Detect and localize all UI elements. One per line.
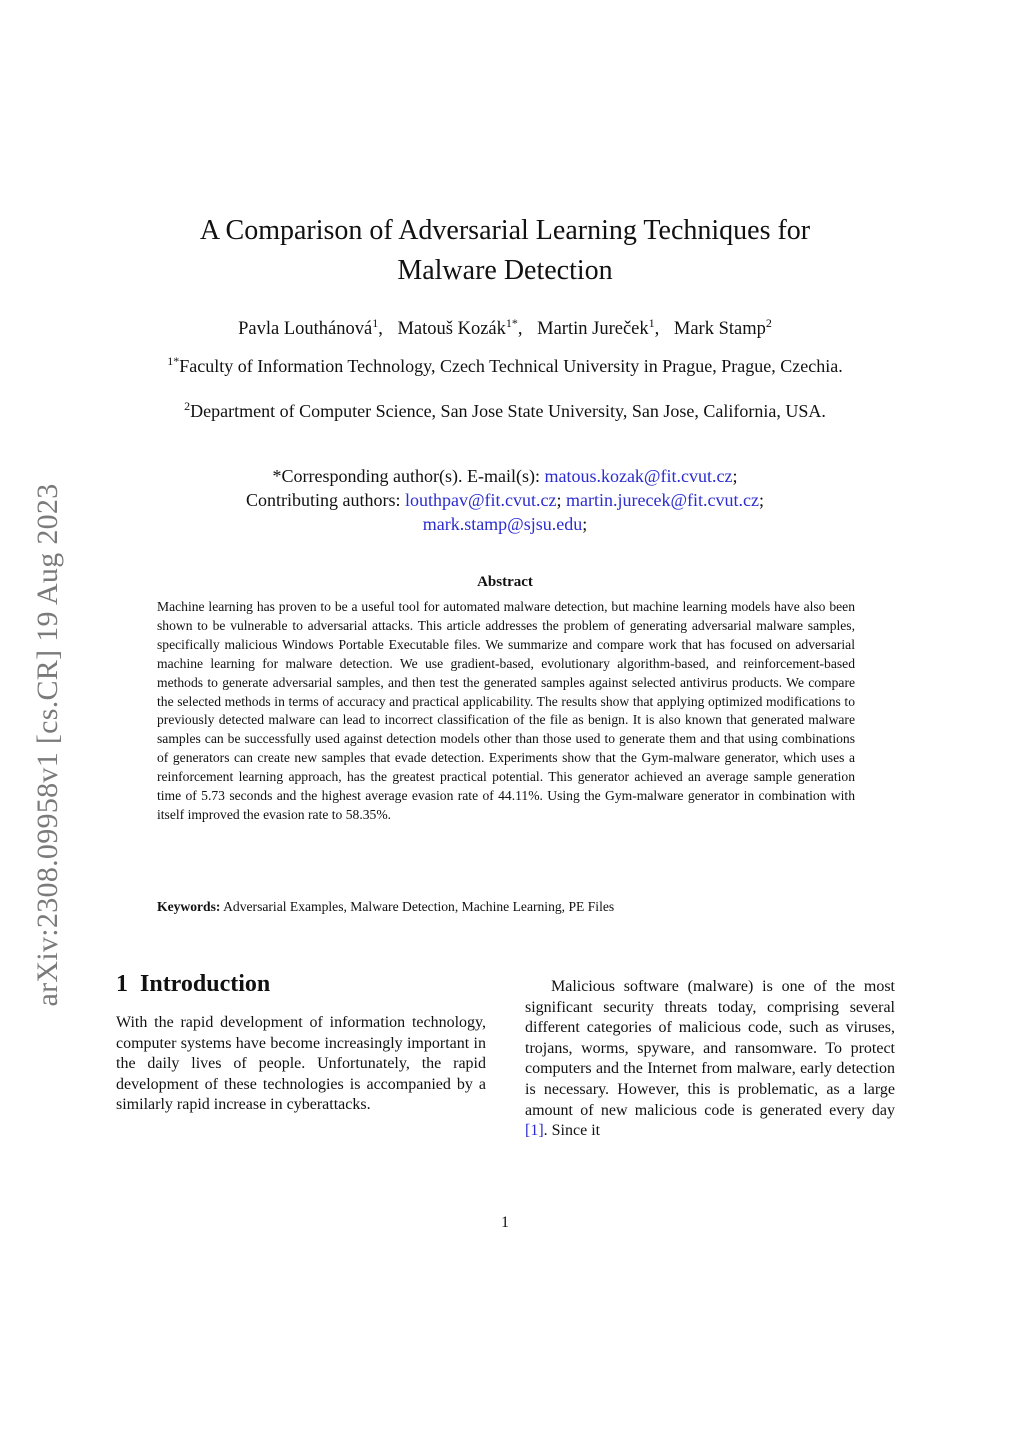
author [673, 315, 772, 339]
email-separator: ; [582, 514, 588, 534]
email-separator: ; [732, 466, 738, 486]
section-heading [116, 968, 270, 1000]
contributing-email-link-3[interactable]: mark.stamp@sjsu.edu [422, 514, 583, 534]
author-affiliation-mark: 2 [765, 315, 772, 330]
intro-right-text-end: . Since it [543, 1122, 601, 1140]
contributing-authors-line [105, 488, 905, 512]
author-name: Matouš Kozák [397, 319, 506, 339]
author-name: Martin Jureček [537, 319, 649, 339]
author: Matouš Kozák$^{1*}$, [397, 315, 523, 339]
page-number: 1 [501, 1214, 509, 1231]
paper-title [105, 211, 905, 291]
author: Martin Jureček$^1$, [537, 315, 660, 339]
keywords-text: Adversarial Examples, Malware Detection, Machine Learning, PE Files [223, 899, 615, 914]
keywords [157, 898, 855, 916]
affiliation [135, 400, 875, 423]
author-affiliation-mark: 1 [372, 315, 379, 330]
citation-link[interactable]: [1] [525, 1122, 544, 1140]
author-affiliation-mark: 1* [505, 315, 518, 330]
contributing-email-link-2[interactable]: martin.jurecek@fit.cvut.cz [566, 490, 760, 510]
contributing-authors-line-2 [105, 512, 905, 536]
affiliation-mark: 2 [184, 399, 191, 413]
paper-title-line-2: Malware Detection [397, 255, 613, 286]
contributing-authors-label: Contributing authors: [245, 490, 405, 510]
keywords-label: Keywords: [157, 899, 221, 914]
abstract-body: Machine learning has proven to be a useful tool for automated malware detection, but machine learning models have also been shown to be vulnerable to adversarial attacks. This article addresses the problem of generating adversarial malware samples, specifically malicious Windows Portable Executable files. We summarize and compare work that has focused on adversarial machine learning for malware detection. We use gradient-based, evolutionary algorithm-based, and reinforcement-based methods to generate adversarial samples, and then test the generated samples against selected antivirus products. We compare the selected methods in terms of accuracy and practical applicability. The results show that applying optimized modifications to previously detected malware can lead to incorrect classification of the file as benign. It is also known that generated malware samples can be successfully used against detection models other than those used to generate them and that using combinations of generators can create new samples that evade detection. Experiments show that the Gym-malware generator, which uses a reinforcement learning approach, has the greatest practical potential. This generator achieved an average sample generation time of 5.73 seconds and the highest average evasion rate of 44.11%. Using the Gym-malware generator in combination with itself improved the evasion rate to 58.35%. [157, 599, 855, 822]
corresponding-author-label: *Corresponding author(s). E-mail(s): [272, 466, 545, 486]
author-name: Mark Stamp [673, 319, 766, 339]
contact-block [105, 464, 905, 536]
section-number: 1 [116, 971, 128, 997]
intro-left-column: With the rapid development of information technology, computer systems have become increasingly important in the daily lives of people. Unfortunately, the rapid development of these technologies is accompanied by a similarly rapid increase in cyberattacks. [116, 1014, 486, 1114]
corresponding-author-line [105, 464, 905, 488]
email-separator: ; [759, 490, 765, 510]
paper-title-line-1: A Comparison of Adversarial Learning Techniques for [199, 215, 811, 246]
section-title: Introduction [140, 971, 271, 997]
affiliation-text: Faculty of Information Technology, Czech Technical University in Prague, Prague, Czechia. [179, 356, 843, 376]
affiliation [135, 355, 875, 378]
author-affiliation-mark: 1 [648, 315, 655, 330]
intro-right-text: Malicious software (malware) is one of the most significant security threats today, comprising several different categories of malicious code, such as viruses, trojans, worms, spyware, and ransomware. To protect computers and the Internet from malware, early detection is necessary. However, this is problematic, as a large amount of new malicious code is generated every day [525, 978, 895, 1119]
corresponding-email-link[interactable]: matous.kozak@fit.cvut.cz [544, 466, 733, 486]
arxiv-side-stamp: arXiv:2308.09958v1 [cs.CR] 19 Aug 2023 [31, 483, 64, 1007]
contributing-email-link-1[interactable]: louthpav@fit.cvut.cz [404, 490, 557, 510]
abstract-heading: Abstract [477, 574, 533, 590]
email-separator: ; [556, 490, 562, 510]
author: Pavla Louthánová$^1$, [238, 315, 383, 339]
affiliation-mark: 1* [167, 354, 180, 368]
author-list [105, 316, 905, 342]
intro-right-column [525, 977, 895, 1142]
author-name: Pavla Louthánová [238, 319, 373, 339]
affiliation-text: Department of Computer Science, San Jose State University, San Jose, California, USA. [190, 401, 826, 421]
